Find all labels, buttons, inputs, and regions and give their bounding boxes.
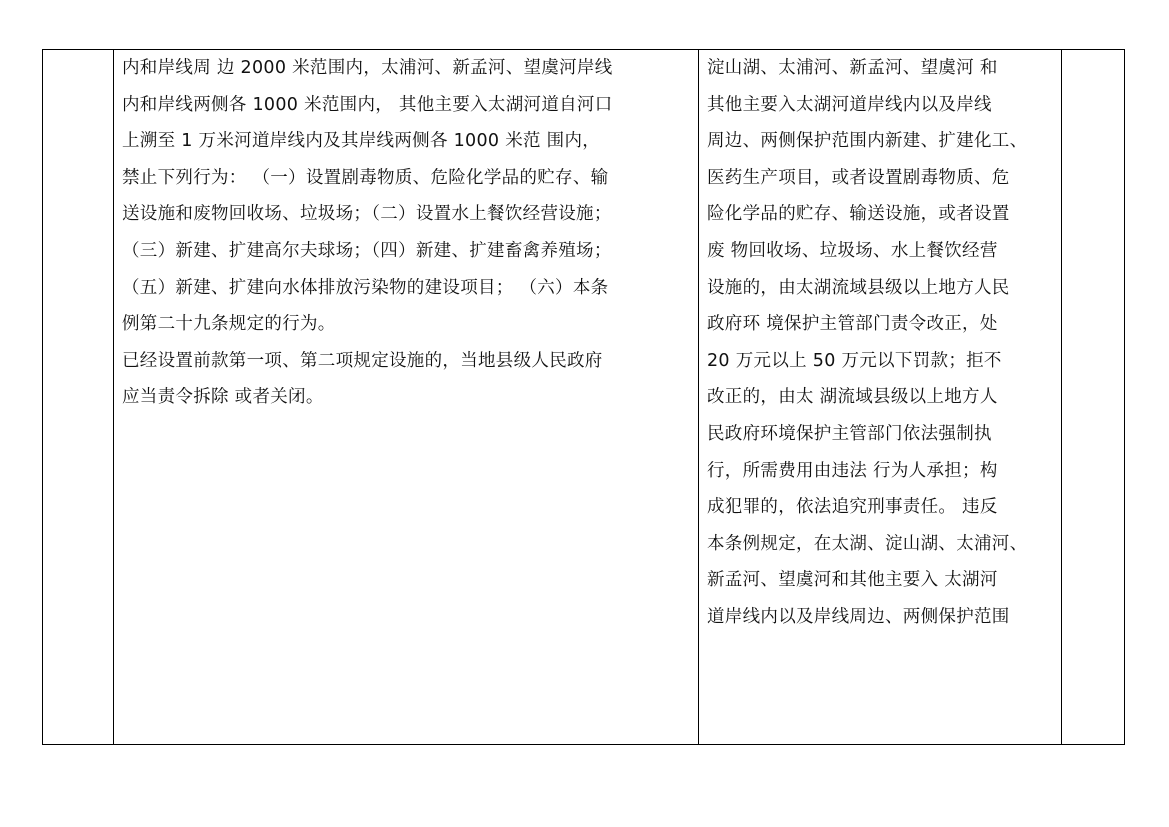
provision-text-cell: [122, 50, 613, 416]
provision-line: 应当责令拆除 或者关闭。: [122, 387, 324, 408]
column-divider-3: [1061, 50, 1062, 744]
penalty-line: 险化学品的贮存、输送设施，或者设置: [707, 204, 1010, 225]
provision-line: 内和岸线周 边 2000 米范围内，太浦河、新孟河、望虞河岸线: [122, 58, 613, 78]
penalty-text-cell: [707, 50, 1027, 636]
provision-line: （三）新建、扩建高尔夫球场；（四）新建、扩建畜禽养殖场；: [122, 240, 612, 261]
penalty-line: 医药生产项目，或者设置剧毒物质、危: [707, 167, 1010, 188]
penalty-line: 20 万元以上 50 万元以下罚款；拒不: [707, 350, 1002, 371]
provision-line: 例第二十九条规定的行为。: [122, 314, 336, 335]
column-divider-2: [698, 50, 699, 744]
penalty-line: 淀山湖、太浦河、新孟河、望虞河 和: [707, 58, 998, 78]
provision-line: 禁止下列行为： （一）设置剧毒物质、危险化学品的贮存、输: [122, 167, 609, 188]
penalty-line: 道岸线内以及岸线周边、两侧保护范围: [707, 606, 1010, 627]
provision-line: （五）新建、扩建向水体排放污染物的建设项目； （六）本条: [122, 277, 609, 298]
penalty-line: 本条例规定，在太湖、淀山湖、太浦河、: [707, 533, 1028, 554]
provision-line: 已经设置前款第一项、第二项规定设施的，当地县级人民政府: [122, 350, 603, 371]
penalty-line: 其他主要入太湖河道岸线内以及岸线: [707, 94, 992, 115]
penalty-line: 周边、两侧保护范围内新建、扩建化工、: [707, 131, 1028, 152]
penalty-line: 改正的，由太 湖流域县级以上地方人: [707, 387, 998, 408]
penalty-line: 政府环 境保护主管部门责令改正，处: [707, 314, 998, 335]
penalty-line: 行，所需费用由违法 行为人承担；构: [707, 460, 998, 481]
provision-line: 内和岸线两侧各 1000 米范围内， 其他主要入太湖河道自河口: [122, 94, 613, 115]
provision-line: 送设施和废物回收场、垃圾场；（二）设置水上餐饮经营设施；: [122, 204, 612, 225]
penalty-line: 设施的，由太湖流域县级以上地方人民: [707, 277, 1010, 298]
penalty-line: 成犯罪的，依法追究刑事责任。 违反: [707, 497, 998, 518]
regulation-table: [42, 49, 1125, 745]
provision-line: 上溯至 1 万米河道岸线内及其岸线两侧各 1000 米范 围内，: [122, 131, 601, 152]
penalty-line: 新孟河、望虞河和其他主要入 太湖河: [707, 570, 998, 591]
penalty-line: 民政府环境保护主管部门依法强制执: [707, 423, 992, 444]
penalty-line: 废 物回收场、垃圾场、水上餐饮经营: [707, 240, 998, 261]
column-divider-1: [113, 50, 114, 744]
